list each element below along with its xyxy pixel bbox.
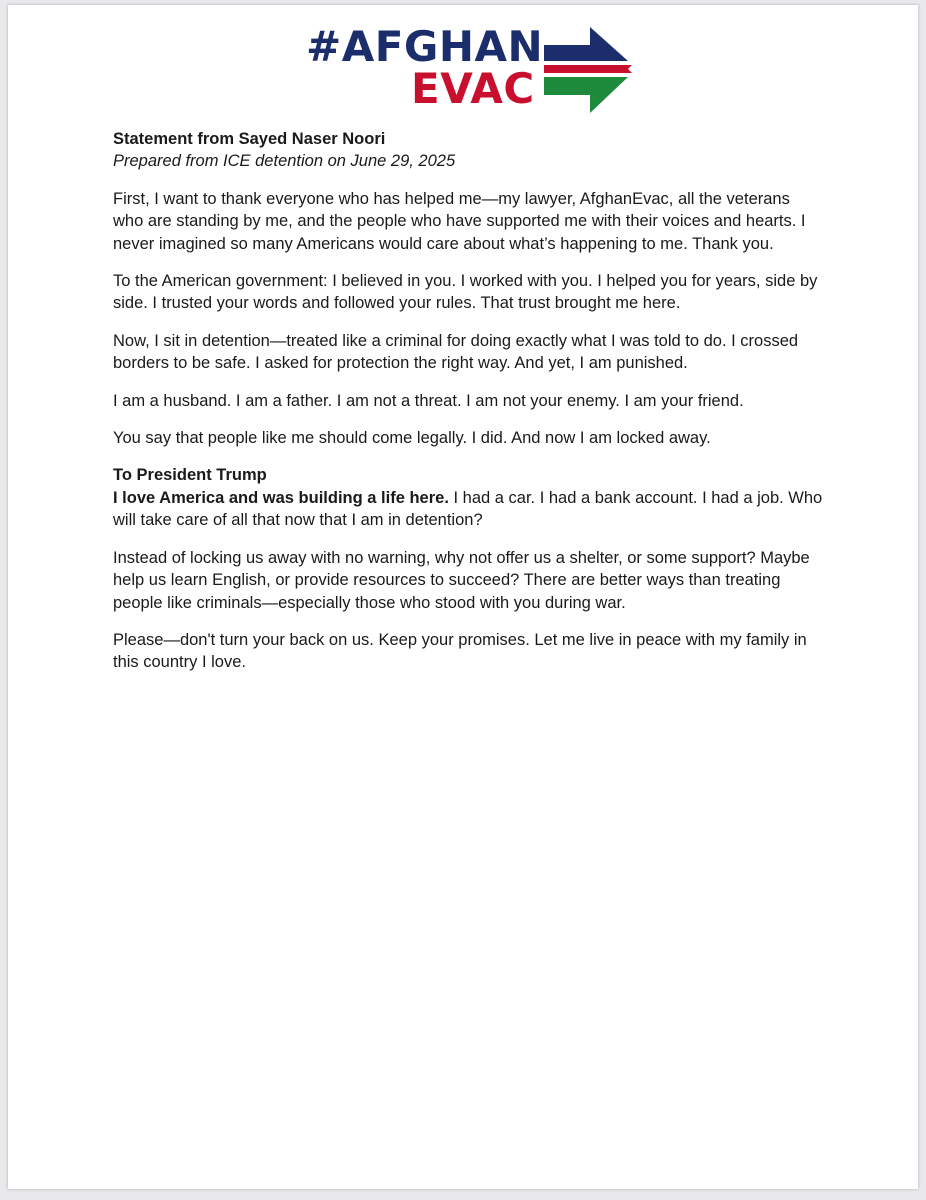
trump-section xyxy=(113,464,823,531)
trump-heading: To President Trump xyxy=(113,466,267,485)
arrow-red-band xyxy=(544,65,632,73)
trump-bold-lead: I love America and was building a life here. xyxy=(113,488,449,507)
statement-body xyxy=(113,128,823,689)
logo-text-evac: EVAC xyxy=(411,64,535,113)
flag-arrow-icon xyxy=(544,25,632,115)
statement-header xyxy=(113,128,823,173)
paragraph-identity: I am a husband. I am a father. I am not a threat. I am not your enemy. I am your friend. xyxy=(113,391,744,410)
paragraph-thanks: First, I want to thank everyone who has helped me—my lawyer, AfghanEvac, all the veterans who are standing by me, and the people who have supported me with their voices and hearts. I never imagined so many Americans would care about what’s happening to me. Thank you. xyxy=(113,189,806,253)
paragraph-please: Please—don't turn your back on us. Keep your promises. Let me live in peace with my family in this country I love. xyxy=(113,630,807,672)
trump-lead-rest: I had a car. I had a bank account. I had a job. Who will take care of all that now that I am in detention? xyxy=(113,488,823,530)
statement-subtitle: Prepared from ICE detention on June 29, 2025 xyxy=(113,152,456,171)
paragraph-government: To the American government: I believed in you. I worked with you. I helped you for years, side by side. I trusted your words and followed your rules. That trust brought me here. xyxy=(113,272,818,313)
arrow-navy-band xyxy=(544,27,628,61)
paragraph-legally: You say that people like me should come legally. I did. And now I am locked away. xyxy=(113,429,711,448)
statement-title: Statement from Sayed Naser Noori xyxy=(113,130,386,148)
arrow-green-band xyxy=(544,77,628,113)
paragraph-detention: Now, I sit in detention—treated like a criminal for doing exactly what I was told to do. I crossed borders to be safe. I asked for protection the right way. And yet, I am punished. xyxy=(113,331,799,373)
logo-text-afghan: #AFGHAN xyxy=(306,22,544,71)
afghanevac-logo xyxy=(306,23,636,115)
paragraph-shelter: Instead of locking us away with no warning, why not offer us a shelter, or some support? Maybe help us learn English, or provide resources to succeed? There are better ways than treating people like criminals—especially those who stood with you during war. xyxy=(113,548,810,612)
document-page xyxy=(8,5,918,1189)
